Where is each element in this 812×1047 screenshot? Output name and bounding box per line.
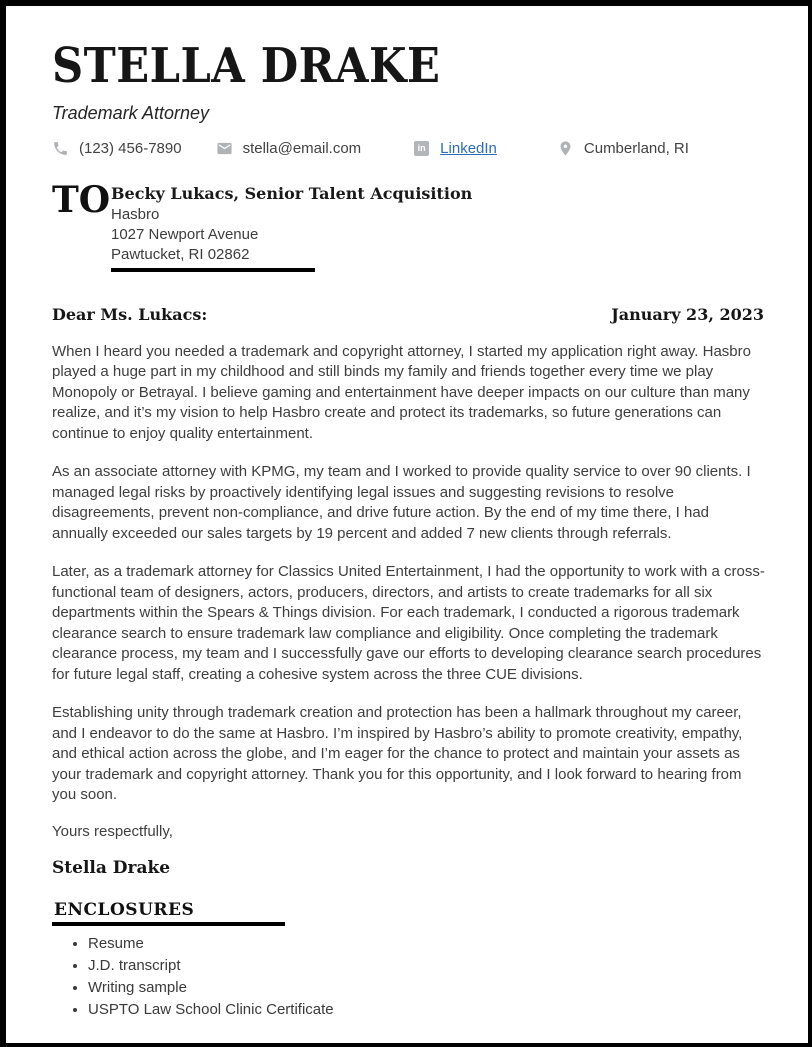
enclosures-underline bbox=[52, 922, 285, 926]
signature-name: Stella Drake bbox=[52, 857, 171, 878]
enclosure-item: • Resume bbox=[88, 933, 764, 955]
body-paragraph-3: Later, as a trademark attorney for Classics United Entertainment, I had the opportunity to work with a cross-functional team of designers, actors, producers, directors, and artists to create trademarks for all six departments within the Spears & Things division. For each trademark, I conducted a rigorous trademark clearance search to ensure trademark law compliance and eligibility. Once completing the trademark clearance process, my team and I successfully gave our efforts to developing clearance search procedures for future legal staff, creating a cohesive system across the three CUE divisions. bbox=[52, 563, 765, 683]
recipient-underline bbox=[111, 268, 315, 272]
applicant-name: STELLA DRAKE bbox=[52, 38, 441, 94]
contact-email bbox=[216, 140, 362, 157]
location-pin-icon bbox=[557, 140, 574, 157]
enclosure-item: • USPTO Law School Clinic Certificate bbox=[88, 999, 764, 1021]
letter-body bbox=[52, 342, 764, 806]
recipient-address bbox=[111, 183, 472, 272]
enclosure-item: • Writing sample bbox=[88, 977, 764, 999]
recipient-street: 1027 Newport Avenue bbox=[111, 225, 259, 243]
enclosures-section bbox=[52, 900, 764, 1021]
to-label: TO bbox=[52, 178, 111, 221]
body-paragraph-4: Establishing unity through trademark creation and protection has been a hallmark throughout my career, and I endeavor to do the same at Hasbro. I’m inspired by Hasbro’s ability to promote creativity, empathy, and ethical action across the globe, and I’m eager for the chance to protect and maintain your assets as your trademark and copyright attorney. Thank you for this opportunity, and I look forward to hearing from you soon. bbox=[52, 704, 743, 804]
enclosure-item: • J.D. transcript bbox=[88, 955, 764, 977]
recipient-company: Hasbro bbox=[111, 205, 160, 223]
enclosures-list bbox=[52, 933, 764, 1021]
linkedin-icon: in bbox=[413, 140, 430, 157]
body-paragraph-1: When I heard you needed a trademark and copyright attorney, I started my application right away. Hasbro played a huge part in my childhood and still binds my family and friends together every time we play Monopoly or Betrayal. I believe gaming and entertainment have deeper impacts on our culture than many realize, and it’s my vision to help Hasbro create and protect its trademarks, so future generations can continue to enjoy quality entertainment. bbox=[52, 342, 751, 442]
enclosures-heading: ENCLOSURES bbox=[54, 899, 195, 920]
phone-icon bbox=[52, 140, 69, 157]
contact-linkedin bbox=[413, 140, 497, 157]
phone-number: (123) 456-7890 bbox=[79, 139, 182, 157]
letterhead bbox=[52, 40, 764, 157]
recipient-name: Becky Lukacs, Senior Talent Acquisition bbox=[111, 183, 473, 203]
salutation: Dear Ms. Lukacs: bbox=[52, 304, 208, 324]
contact-row bbox=[52, 140, 764, 157]
closing-line: Yours respectfully, bbox=[52, 822, 173, 840]
letter-date: January 23, 2023 bbox=[611, 304, 764, 324]
body-paragraph-2: As an associate attorney with KPMG, my team and I worked to provide quality service to over 90 clients. I managed legal risks by proactively identifying legal issues and suggesting revisions to resolve disagreements, prevent non-compliance, and drive future action. By the end of my time there, I had annually exceeded our sales targets by 19 percent and added 7 new clients through referrals. bbox=[52, 463, 751, 542]
email-icon bbox=[216, 140, 233, 157]
recipient-city: Pawtucket, RI 02862 bbox=[111, 245, 250, 263]
recipient-block bbox=[52, 178, 764, 272]
linkedin-link[interactable]: LinkedIn bbox=[440, 139, 497, 157]
email-address: stella@email.com bbox=[242, 139, 362, 157]
salutation-row bbox=[52, 305, 764, 324]
contact-location bbox=[557, 140, 689, 157]
location-text: Cumberland, RI bbox=[583, 139, 689, 157]
contact-phone bbox=[52, 140, 182, 157]
applicant-job-title: Trademark Attorney bbox=[52, 102, 210, 123]
